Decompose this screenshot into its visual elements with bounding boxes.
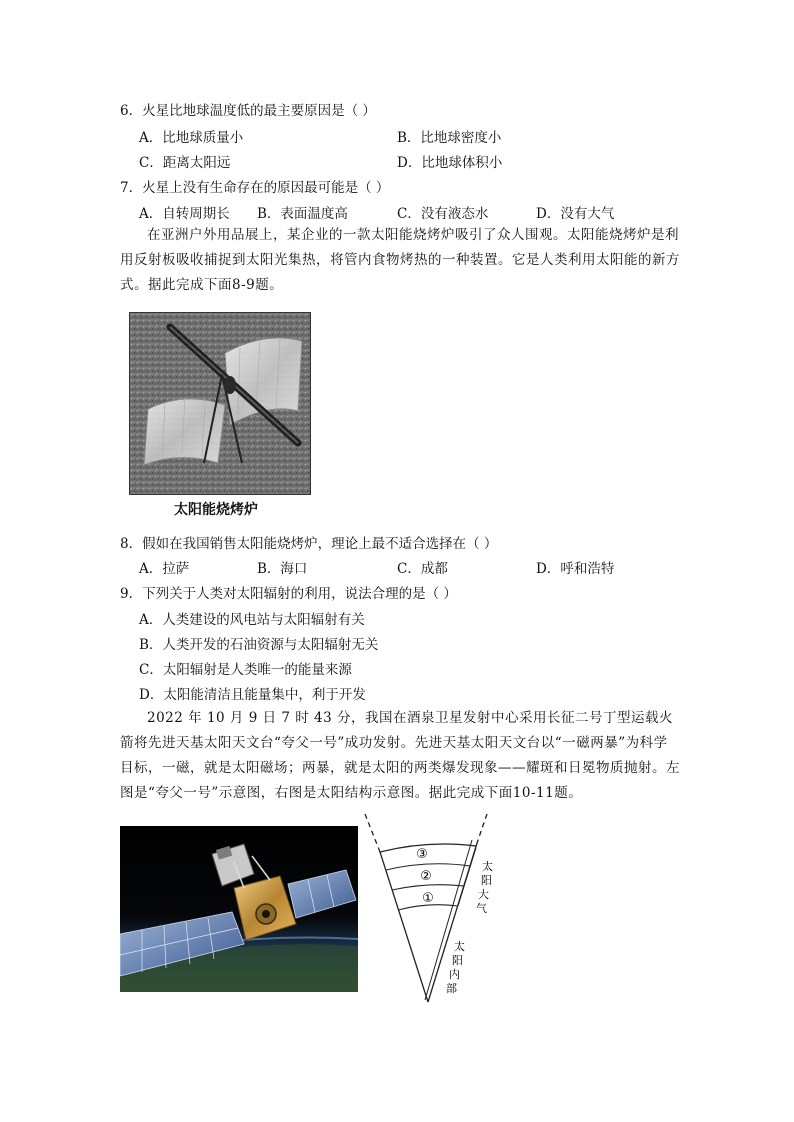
dashed-boundary-left	[365, 814, 380, 852]
passage-solar-cooker: 在亚洲户外用品展上，某企业的一款太阳能烧烤炉吸引了众人围观。太阳能烧烤炉是利用反射板吸收捕捉到太阳光集热，将管内食物烤热的一种装置。它是人类利用太阳能的新方式。据此完成下面8-9题。	[120, 227, 680, 293]
figure-caption-solar-cooker: 太阳能烧烤炉	[174, 502, 258, 518]
question-7-option-a: A．自转周期长	[139, 206, 230, 222]
dashed-boundary-right	[478, 814, 487, 840]
question-9-option-c: C．太阳辐射是人类唯一的能量来源	[139, 662, 352, 678]
passage-kuafu-satellite: 2022 年 10 月 9 日 7 时 43 分，我国在酒泉卫星发射中心采用长征二号丁型运载火箭将先进天基太阳天文台“夸父一号”成功发射。先进天基太阳天文台以“一磁两暴”为科学目标，一磁，就是太阳磁场；两暴，就是太阳的两类爆发现象——耀斑和日冕物质抛射。左图是“夸父一号”示意图，右图是太阳结构示意图。据此完成下面10-11题。	[120, 710, 680, 801]
solar-atmosphere-label	[476, 859, 493, 915]
question-8-option-d: D．呼和浩特	[536, 561, 615, 577]
question-6-option-c: C．距离太阳远	[139, 155, 231, 171]
question-6-option-b: B．比地球密度小	[397, 130, 502, 146]
kuafu-satellite-image	[120, 826, 358, 992]
sun-structure-diagram	[360, 812, 500, 1012]
question-8-stem: 8．假如在我国销售太阳能烧烤炉，理论上最不适合选择在（ ）	[120, 536, 498, 552]
svg-text:气: 气	[476, 902, 487, 915]
question-7-option-c: C．没有液态水	[397, 206, 489, 222]
question-9-option-d: D．太阳能清洁且能量集中，利于开发	[139, 687, 366, 703]
question-8-option-b: B．海口	[257, 561, 308, 577]
svg-text:阳: 阳	[452, 954, 463, 967]
solar-cooker-photo	[129, 312, 311, 495]
svg-text:部: 部	[446, 982, 457, 995]
question-8-option-c: C．成都	[397, 561, 448, 577]
layer-label-3: ③	[416, 847, 428, 862]
question-7-option-d: D．没有大气	[536, 206, 615, 222]
question-6-option-a: A．比地球质量小	[139, 130, 244, 146]
layer-label-1: ①	[422, 891, 434, 906]
question-7-stem: 7．火星上没有生命存在的原因最可能是（ ）	[120, 180, 390, 196]
svg-text:内: 内	[449, 968, 460, 981]
svg-text:太: 太	[454, 940, 465, 953]
question-6-option-d: D．比地球体积小	[397, 155, 503, 171]
question-9-option-b: B．人类开发的石油资源与太阳辐射无关	[139, 637, 379, 653]
question-9-stem: 9．下列关于人类对太阳辐射的利用，说法合理的是（ ）	[120, 586, 457, 602]
question-8-option-a: A．拉萨	[139, 561, 190, 577]
question-7-option-b: B．表面温度高	[257, 206, 348, 222]
svg-text:大: 大	[478, 888, 489, 901]
solar-interior-label	[446, 939, 465, 995]
svg-text:太: 太	[482, 860, 493, 873]
layer-label-2: ②	[420, 869, 432, 884]
layer-arc-2	[392, 885, 464, 890]
question-6-stem: 6．火星比地球温度低的最主要原因是（ ）	[120, 103, 376, 119]
outer-arc	[380, 844, 476, 852]
question-9-option-a: A．人类建设的风电站与太阳辐射有关	[139, 612, 365, 628]
svg-text:阳: 阳	[481, 874, 492, 887]
